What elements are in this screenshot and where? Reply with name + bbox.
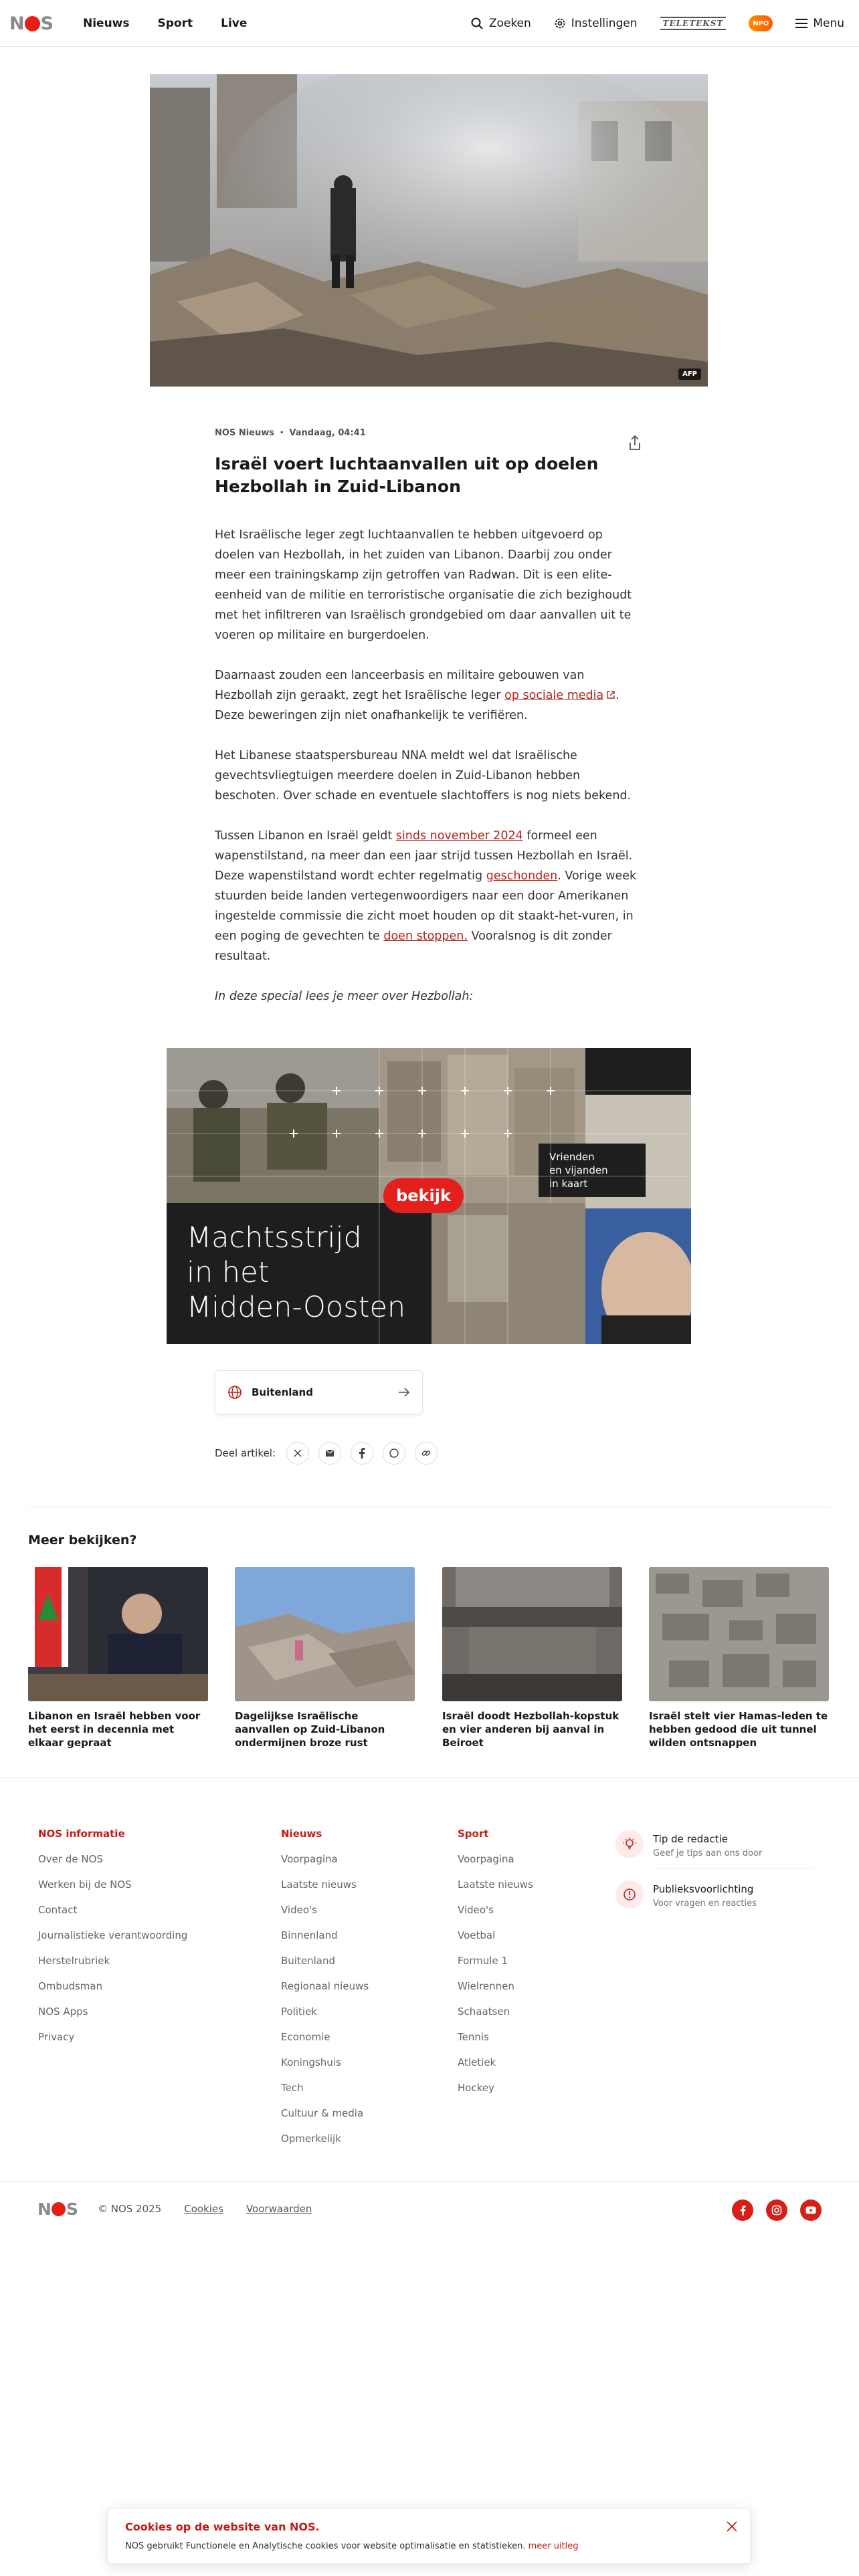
special-note [549, 1150, 608, 1190]
facebook-social-button[interactable] [732, 2199, 753, 2221]
meta-separator: • [279, 429, 284, 437]
related-card[interactable] [649, 1567, 829, 1749]
paragraph-2-text-b: . Deze beweringen zijn niet onafhankelijk te verifiëren. [215, 689, 619, 722]
tip-redactie-link[interactable] [615, 1830, 830, 1868]
info-icon [615, 1881, 644, 1909]
footer-link[interactable]: Economie [281, 2031, 330, 2043]
x-icon [293, 1448, 302, 1458]
nos-logo[interactable]: N S [9, 13, 54, 34]
nav-nieuws[interactable]: Nieuws [83, 17, 130, 30]
special-title-line-3: Midden-Oosten [187, 1291, 406, 1324]
footer-col-nieuws [281, 1828, 369, 2158]
share-article [215, 1441, 447, 1465]
footer-link[interactable]: Atletiek [458, 2056, 496, 2068]
copyright: © NOS 2025 [97, 2203, 162, 2215]
lightbulb-icon [615, 1830, 644, 1858]
youtube-icon [805, 2206, 816, 2214]
footer-link[interactable]: Koningshuis [281, 2056, 341, 2068]
special-banner[interactable] [167, 1048, 691, 1344]
paragraph-4-text-d: Vooralsnog is dit zonder resultaat. [215, 930, 612, 963]
footer-link[interactable]: Herstelrubriek [38, 1955, 110, 1967]
share-x-button[interactable] [286, 1442, 309, 1465]
terms-link[interactable]: Voorwaarden [246, 2203, 312, 2215]
related-card[interactable] [28, 1567, 208, 1749]
cookie-banner [107, 2508, 751, 2564]
youtube-social-button[interactable] [800, 2199, 822, 2221]
paragraph-4-text-a: Tussen Libanon en Israël geldt [215, 829, 396, 843]
search-label: Zoeken [488, 17, 531, 30]
special-note-line-2: en vijanden [549, 1164, 608, 1176]
footer-link[interactable]: Voorpagina [458, 1853, 514, 1865]
footer-link[interactable]: Ombudsman [38, 1980, 103, 1992]
close-icon [726, 2520, 738, 2533]
article-body [215, 428, 643, 1006]
footer-link[interactable]: Laatste nieuws [458, 1879, 533, 1891]
footer-link[interactable]: NOS Apps [38, 2006, 88, 2018]
social-links [719, 2199, 822, 2221]
footer-link[interactable]: Binnenland [281, 1929, 338, 1941]
article-meta [215, 428, 643, 438]
main-nav [83, 0, 275, 47]
info-title: Publieksvoorlichting [653, 1883, 754, 1895]
tip-title: Tip de redactie [653, 1833, 728, 1845]
footer-link[interactable]: Over de NOS [38, 1853, 103, 1865]
info-text [653, 1881, 757, 1909]
settings-label: Instellingen [571, 17, 638, 30]
npo-logo: NPO [749, 15, 773, 31]
teletekst-link[interactable] [660, 17, 727, 30]
menu-label: Menu [813, 17, 844, 30]
related-card[interactable] [442, 1567, 622, 1749]
footer-link[interactable]: Video's [458, 1904, 494, 1916]
footer-heading: Nieuws [281, 1828, 322, 1840]
tip-text [653, 1830, 814, 1868]
paragraph-2 [215, 665, 643, 726]
hero-photo [150, 74, 708, 387]
footer-link[interactable]: Hockey [458, 2082, 494, 2094]
paragraph-4-text-b: formeel een wapenstilstand, na meer dan een jaar strijd tussen Hezbollah en Israël. Deze wapenstilstand wordt echter regelmatig [215, 829, 633, 883]
footer-link[interactable]: Werken bij de NOS [38, 1879, 132, 1891]
photo-credit: AFP [678, 368, 701, 380]
info-sub: Voor vragen en reacties [653, 1899, 757, 1909]
doen-stoppen-link[interactable]: doen stoppen. [383, 930, 468, 943]
nav-sport[interactable]: Sport [157, 17, 193, 30]
footer-logo[interactable]: N S [37, 2199, 78, 2219]
hamburger-icon [795, 19, 807, 28]
special-note-line-3: in kaart [549, 1178, 588, 1190]
instagram-social-button[interactable] [766, 2199, 787, 2221]
instagram-icon [771, 2205, 782, 2216]
geschonden-link[interactable]: geschonden [486, 869, 558, 883]
related-card-image [649, 1567, 829, 1701]
footer-link[interactable]: Video's [281, 1904, 317, 1916]
footer-link[interactable]: Journalistieke verantwoording [38, 1929, 188, 1941]
related-card-title: Dagelijkse Israëlische aanvallen op Zuid-Libanon ondermijnen broze rust [235, 1710, 385, 1749]
globe-icon [227, 1385, 242, 1400]
special-title-line-2: in het [187, 1256, 270, 1289]
menu-button[interactable] [795, 17, 844, 30]
search-button[interactable] [470, 17, 531, 30]
paragraph-3: Het Libanese staatspersbureau NNA meldt wel dat Israëlische gevechtsvliegtuigen meerdere doelen in Zuid-Libanon hebben beschoten. Over schade en eventuele slachtoffers is nog niets bekend. [215, 749, 632, 802]
footer-link[interactable]: Laatste nieuws [281, 1879, 357, 1891]
paragraph-5: In deze special lees je meer over Hezbollah: [215, 990, 474, 1003]
whatsapp-icon [389, 1448, 399, 1459]
article-source: NOS Nieuws [215, 428, 274, 438]
footer-link[interactable]: Voorpagina [281, 1853, 338, 1865]
article-title: Israël voert luchtaanvallen uit op doelen Hezbollah in Zuid-Libanon [215, 454, 599, 496]
footer-link[interactable]: Voetbal [458, 1929, 496, 1941]
paragraph-1: Het Israëlische leger zegt luchtaanvallen te hebben uitgevoerd op doelen van Hezbollah, in het zuiden van Libanon. Daarbij zou onder meer een trainingskamp zijn getroffen van Radwan. Dit is een elite-eenheid van de militie en terroristische organisatie die zich bezighoudt met het infiltreren van Israëlisch grondgebied om daar aanvallen uit te voeren op militaire en burgerdoelen. [215, 528, 632, 642]
cookie-body-text: NOS gebruikt Functionele en Analytische cookies voor website optimalisatie en statistieken. [125, 2541, 526, 2551]
footer-link[interactable]: Buitenland [281, 1955, 335, 1967]
footer-bottom [37, 2195, 312, 2222]
special-title-line-1: Machtsstrijd [187, 1221, 362, 1255]
cookie-close-button[interactable] [723, 2518, 741, 2535]
footer-link[interactable]: Cultuur & media [281, 2107, 364, 2119]
footer-heading: Sport [458, 1828, 489, 1840]
publieksvoorlichting-link[interactable] [615, 1881, 830, 1909]
share-facebook-button[interactable] [351, 1442, 373, 1465]
tag-label: Buitenland [252, 1386, 313, 1398]
facebook-icon [740, 2206, 746, 2216]
article-time: Vandaag, 04:41 [289, 428, 366, 438]
teletekst-logo: TELETEKST [660, 17, 727, 30]
footer-col-sport [458, 1828, 533, 2107]
november-2024-link[interactable]: sinds november 2024 [395, 829, 523, 843]
footer-link[interactable]: Regionaal nieuws [281, 1980, 369, 1992]
related-card-title: Israël doodt Hezbollah-kopstuk en vier anderen bij aanval in Beiroet [442, 1710, 619, 1749]
footer-col-info [38, 1828, 187, 2056]
hero-image [150, 74, 708, 387]
cookie-more-link[interactable]: meer uitleg [528, 2541, 579, 2551]
footer-link[interactable]: Schaatsen [458, 2006, 510, 2018]
footer-heading: NOS informatie [38, 1828, 125, 1840]
external-link-icon [606, 690, 615, 700]
tag-buitenland[interactable] [215, 1370, 423, 1414]
arrow-right-icon [398, 1388, 410, 1397]
special-cta-button[interactable]: bekijk [383, 1178, 464, 1213]
mail-icon [325, 1449, 335, 1457]
tip-sub: Geef je tips aan ons door [653, 1848, 763, 1858]
cookie-title: Cookies op de website van NOS. [125, 2520, 320, 2533]
cookie-body [125, 2541, 733, 2551]
paragraph-4-text-c: . Vorige week stuurden beide landen vertegenwoordigers naar een door Amerikanen ingestelde commissie die zicht moet houden op dit staakt-het-vuren, in een poging de gevechten te [215, 869, 637, 943]
related-card-title: Israël stelt vier Hamas-leden te hebben gedood die uit tunnel wilden ontsnappen [649, 1710, 828, 1749]
npo-link[interactable] [749, 15, 773, 31]
paragraph-4 [215, 826, 643, 966]
share-label: Deel artikel: [215, 1447, 276, 1459]
footer-link[interactable]: Tennis [458, 2031, 489, 2043]
search-icon [470, 17, 484, 30]
settings-button[interactable] [554, 17, 638, 30]
footer-link[interactable]: Contact [38, 1904, 78, 1916]
special-note-line-1: Vrienden [549, 1151, 595, 1163]
share-whatsapp-button[interactable] [383, 1442, 405, 1465]
header-actions [448, 0, 844, 47]
gear-icon [554, 17, 566, 29]
footer-link[interactable]: Wielrennen [458, 1980, 514, 1992]
paragraph-2-text-a: Daarnaast zouden een lanceerbasis en militaire gebouwen van Hezbollah zijn geraakt, zegt het Israëlische leger [215, 669, 585, 702]
footer-link[interactable]: Privacy [38, 2031, 75, 2043]
cookies-link[interactable]: Cookies [184, 2203, 223, 2215]
footer-link[interactable]: Tech [281, 2082, 304, 2094]
related-card[interactable] [235, 1567, 415, 1749]
share-mail-button[interactable] [318, 1442, 341, 1465]
facebook-icon [359, 1448, 365, 1459]
related-card-image [28, 1567, 208, 1701]
special-title [187, 1220, 405, 1325]
more-title: Meer bekijken? [28, 1533, 137, 1547]
social-media-link[interactable]: op sociale media [504, 689, 604, 702]
related-card-title: Libanon en Israël hebben voor het eerst in decennia met elkaar gepraat [28, 1710, 201, 1749]
footer-link[interactable]: Formule 1 [458, 1955, 508, 1967]
related-card-image [235, 1567, 415, 1701]
link-icon [421, 1448, 432, 1459]
related-card-image [442, 1567, 622, 1701]
bottom-divider [0, 2181, 859, 2182]
top-navigation [0, 0, 859, 47]
footer-link[interactable]: Politiek [281, 2006, 317, 2018]
nav-live[interactable]: Live [221, 17, 248, 30]
footer-link[interactable]: Opmerkelijk [281, 2133, 341, 2145]
share-link-button[interactable] [415, 1442, 438, 1465]
